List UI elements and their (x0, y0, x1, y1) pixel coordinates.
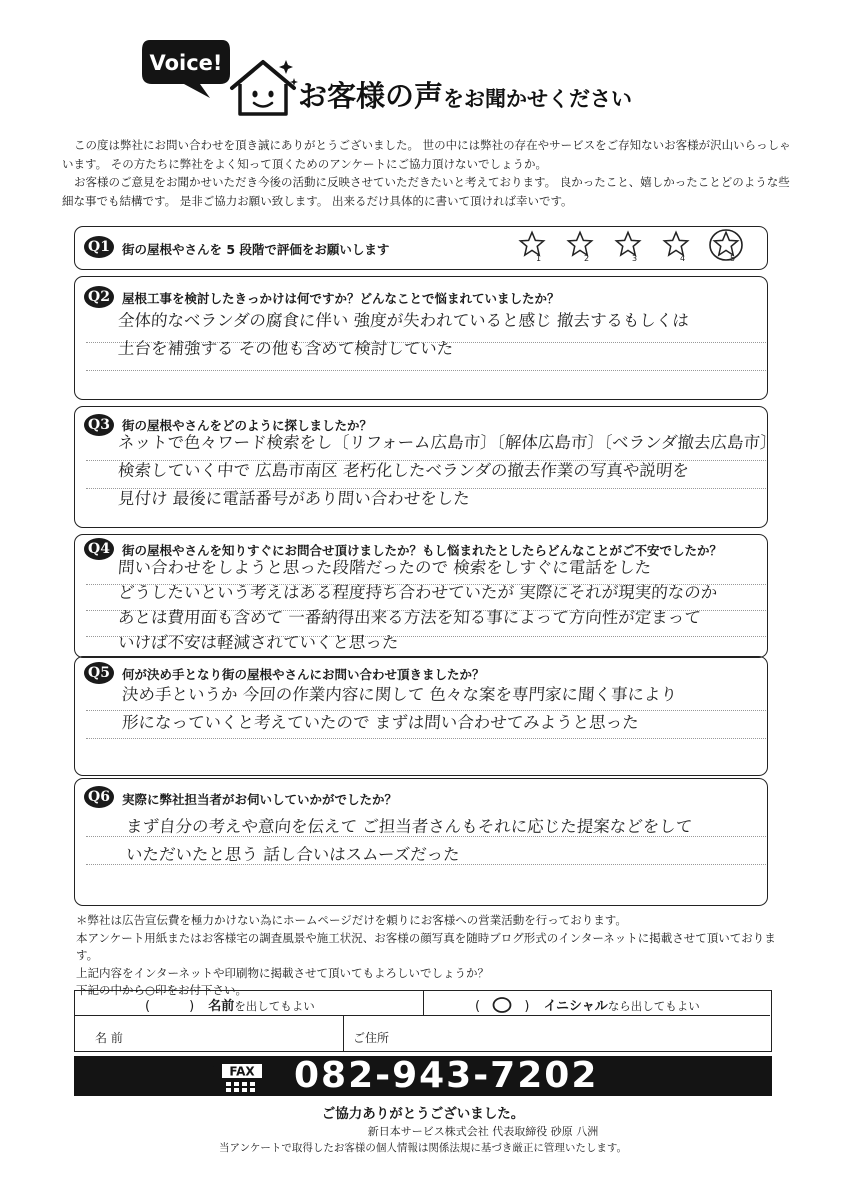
intro-paragraph-2: お客様のご意見をお聞かせいただき今後の活動に反映させていただきたいと考えております。 良かったこと、嬉しかったことどのような些細な事でも結構です。 是非ご協力お願い致します。 出来るだけ具体的に書いて頂ければ幸いです。 (62, 175, 790, 208)
q2-badge: Q2 (84, 286, 114, 308)
title-main: お客様の声 (298, 79, 444, 113)
star-icon (662, 230, 690, 258)
intro-text (62, 136, 792, 210)
star-5-selected[interactable] (712, 230, 740, 262)
star-number: 3 (632, 254, 638, 263)
star-2[interactable] (566, 230, 594, 262)
star-3[interactable] (614, 230, 642, 262)
star-icon (614, 230, 642, 258)
note-line-2: 本アンケート用紙またはお客様宅の調査風景や施工状況、お客様の顔写真を随時ブログ形式のインターネットに掲載させて頂いております。 (76, 930, 776, 962)
q4-question: 街の屋根やさんを知りすぐにお問合せ頂けましたか？もし悩まれたとしたらどんなことがご不安でしたか？ (122, 543, 723, 558)
star-number: 5 (730, 254, 736, 263)
fax-number: 082-943-7202 (294, 1055, 599, 1096)
option-initials-label: イニシャル (543, 999, 608, 1014)
q4-answer-line-4: いけば不安は軽減されていくと思った (117, 633, 400, 652)
note-line-1: ＊弊社は広告宣伝費を極力かけない為にホームページだけを頼りにお客様への営業活動を行っております。 (76, 913, 627, 927)
q2-question: 屋根工事を検討したきっかけは何ですか？どんなことで悩まれていましたか？ (122, 291, 560, 306)
q2-answer-line-2: 土台を補強する その他も含めて検討していた (117, 339, 454, 358)
q2-answer-line-1: 全体的なベランダの腐食に伴い 強度が失われていると感じ 撤去するもしくは (117, 311, 690, 330)
company-name: 新日本サービス株式会社 代表取締役 砂原 八洲 (367, 1125, 599, 1138)
q4-answer-line-3: あとは費用面も含めて 一番納得出来る方法を知る事によって方向性が定まって (117, 608, 702, 627)
option-name-suffix: を出してもよい (234, 999, 315, 1013)
q6-badge: Q6 (84, 786, 114, 808)
page-title (298, 74, 632, 115)
star-icon (518, 230, 546, 258)
privacy-notice: 当アンケートで取得したお客様の個人情報は関係法規に基づき厳正に管理いたします。 (218, 1142, 628, 1154)
note-line-3: 上記内容をインターネットや印刷物に掲載させて頂いてもよろしいでしょうか？ (76, 965, 489, 980)
option-initials-paren-open: ( (475, 999, 481, 1014)
note-line-4: 下記の中から○印をお付下さい。 (76, 983, 248, 997)
circle-mark-icon (492, 997, 512, 1013)
q3-question: 街の屋根やさんをどのように探しましたか？ (122, 418, 373, 433)
name-field-label: 名 前 (95, 1031, 123, 1045)
rating-stars (518, 230, 758, 268)
q3-badge: Q3 (84, 414, 114, 436)
voice-label: Voice! (149, 51, 223, 75)
intro-paragraph-1: この度は弊社にお問い合わせを頂き誠にありがとうございました。 世の中には弊社の存在やサービスをご存知ないお客様が沢山いらっしゃいます。 その方たちに弊社をよく知って頂くためのアンケートにご協力頂けないでしょうか。 (62, 138, 791, 171)
thanks-message: ご協力ありがとうございました。 (321, 1106, 525, 1122)
q3-answer-line-2: 検索していく中で 広島市南区 老朽化したベランダの撤去作業の写真や説明を (117, 461, 690, 480)
sparkle-icon (279, 60, 293, 74)
q5-answer-line-2: 形になっていくと考えていたので まずは問い合わせてみようと思った (121, 713, 640, 732)
option-name-label: 名前 (208, 999, 235, 1014)
star-4[interactable] (662, 230, 690, 262)
option-name-paren: ( ) (145, 999, 195, 1014)
q5-question: 何が決め手となり街の屋根やさんにお問い合わせ頂きましたか？ (122, 667, 485, 682)
fax-machine-icon (204, 1060, 278, 1098)
q6-answer-line-1: まず自分の考えや意向を伝えて ご担当者さんもそれに応じた提案などをして (125, 817, 693, 836)
q1-question: 街の屋根やさんを 5 段階で評価をお願いします (122, 242, 390, 257)
star-1[interactable] (518, 230, 546, 262)
fax-label: FAX (229, 1064, 255, 1079)
q4-badge: Q4 (84, 538, 114, 560)
selection-circle-icon (707, 226, 745, 264)
q5-answer-line-1: 決め手というか 今回の作業内容に関して 色々な案を専門家に聞く事により (121, 685, 678, 704)
star-number: 1 (536, 254, 542, 263)
option-initials-paren-close: ) (524, 999, 530, 1014)
title-sub: をお聞かせください (443, 87, 633, 111)
star-number: 2 (584, 254, 590, 263)
option-initials-suffix: なら出してもよい (607, 999, 700, 1013)
voice-speech-bubble (140, 36, 232, 100)
address-field-label: ご住所 (353, 1031, 390, 1045)
q4-answer-line-2: どうしたいという考えはある程度持ち合わせていたが 実際にそれが現実的なのか (117, 583, 718, 602)
star-icon (566, 230, 594, 258)
q4-answer-line-1: 問い合わせをしようと思った段階だったので 検索をしすぐに電話をした (117, 558, 652, 577)
publication-notes (76, 912, 796, 1000)
option-name[interactable] (145, 995, 315, 1014)
q1-badge: Q1 (84, 236, 114, 258)
smiling-house-icon (226, 54, 300, 120)
q6-question: 実際に弊社担当者がお伺いしていかがでしたか？ (122, 792, 398, 807)
permission-table (74, 990, 772, 1052)
q3-answer-line-1: ネットで色々ワード検索をし〔リフォーム広島市〕〔解体広島市〕〔ベランダ撤去広島市〕 (117, 433, 778, 452)
q5-badge: Q5 (84, 662, 114, 684)
star-number: 4 (680, 254, 686, 263)
option-initials-selected[interactable] (475, 995, 700, 1014)
q6-answer-line-2: いただいたと思う 話し合いはスムーズだった (125, 845, 461, 864)
q3-answer-line-3: 見付け 最後に電話番号があり問い合わせをした (117, 489, 471, 508)
